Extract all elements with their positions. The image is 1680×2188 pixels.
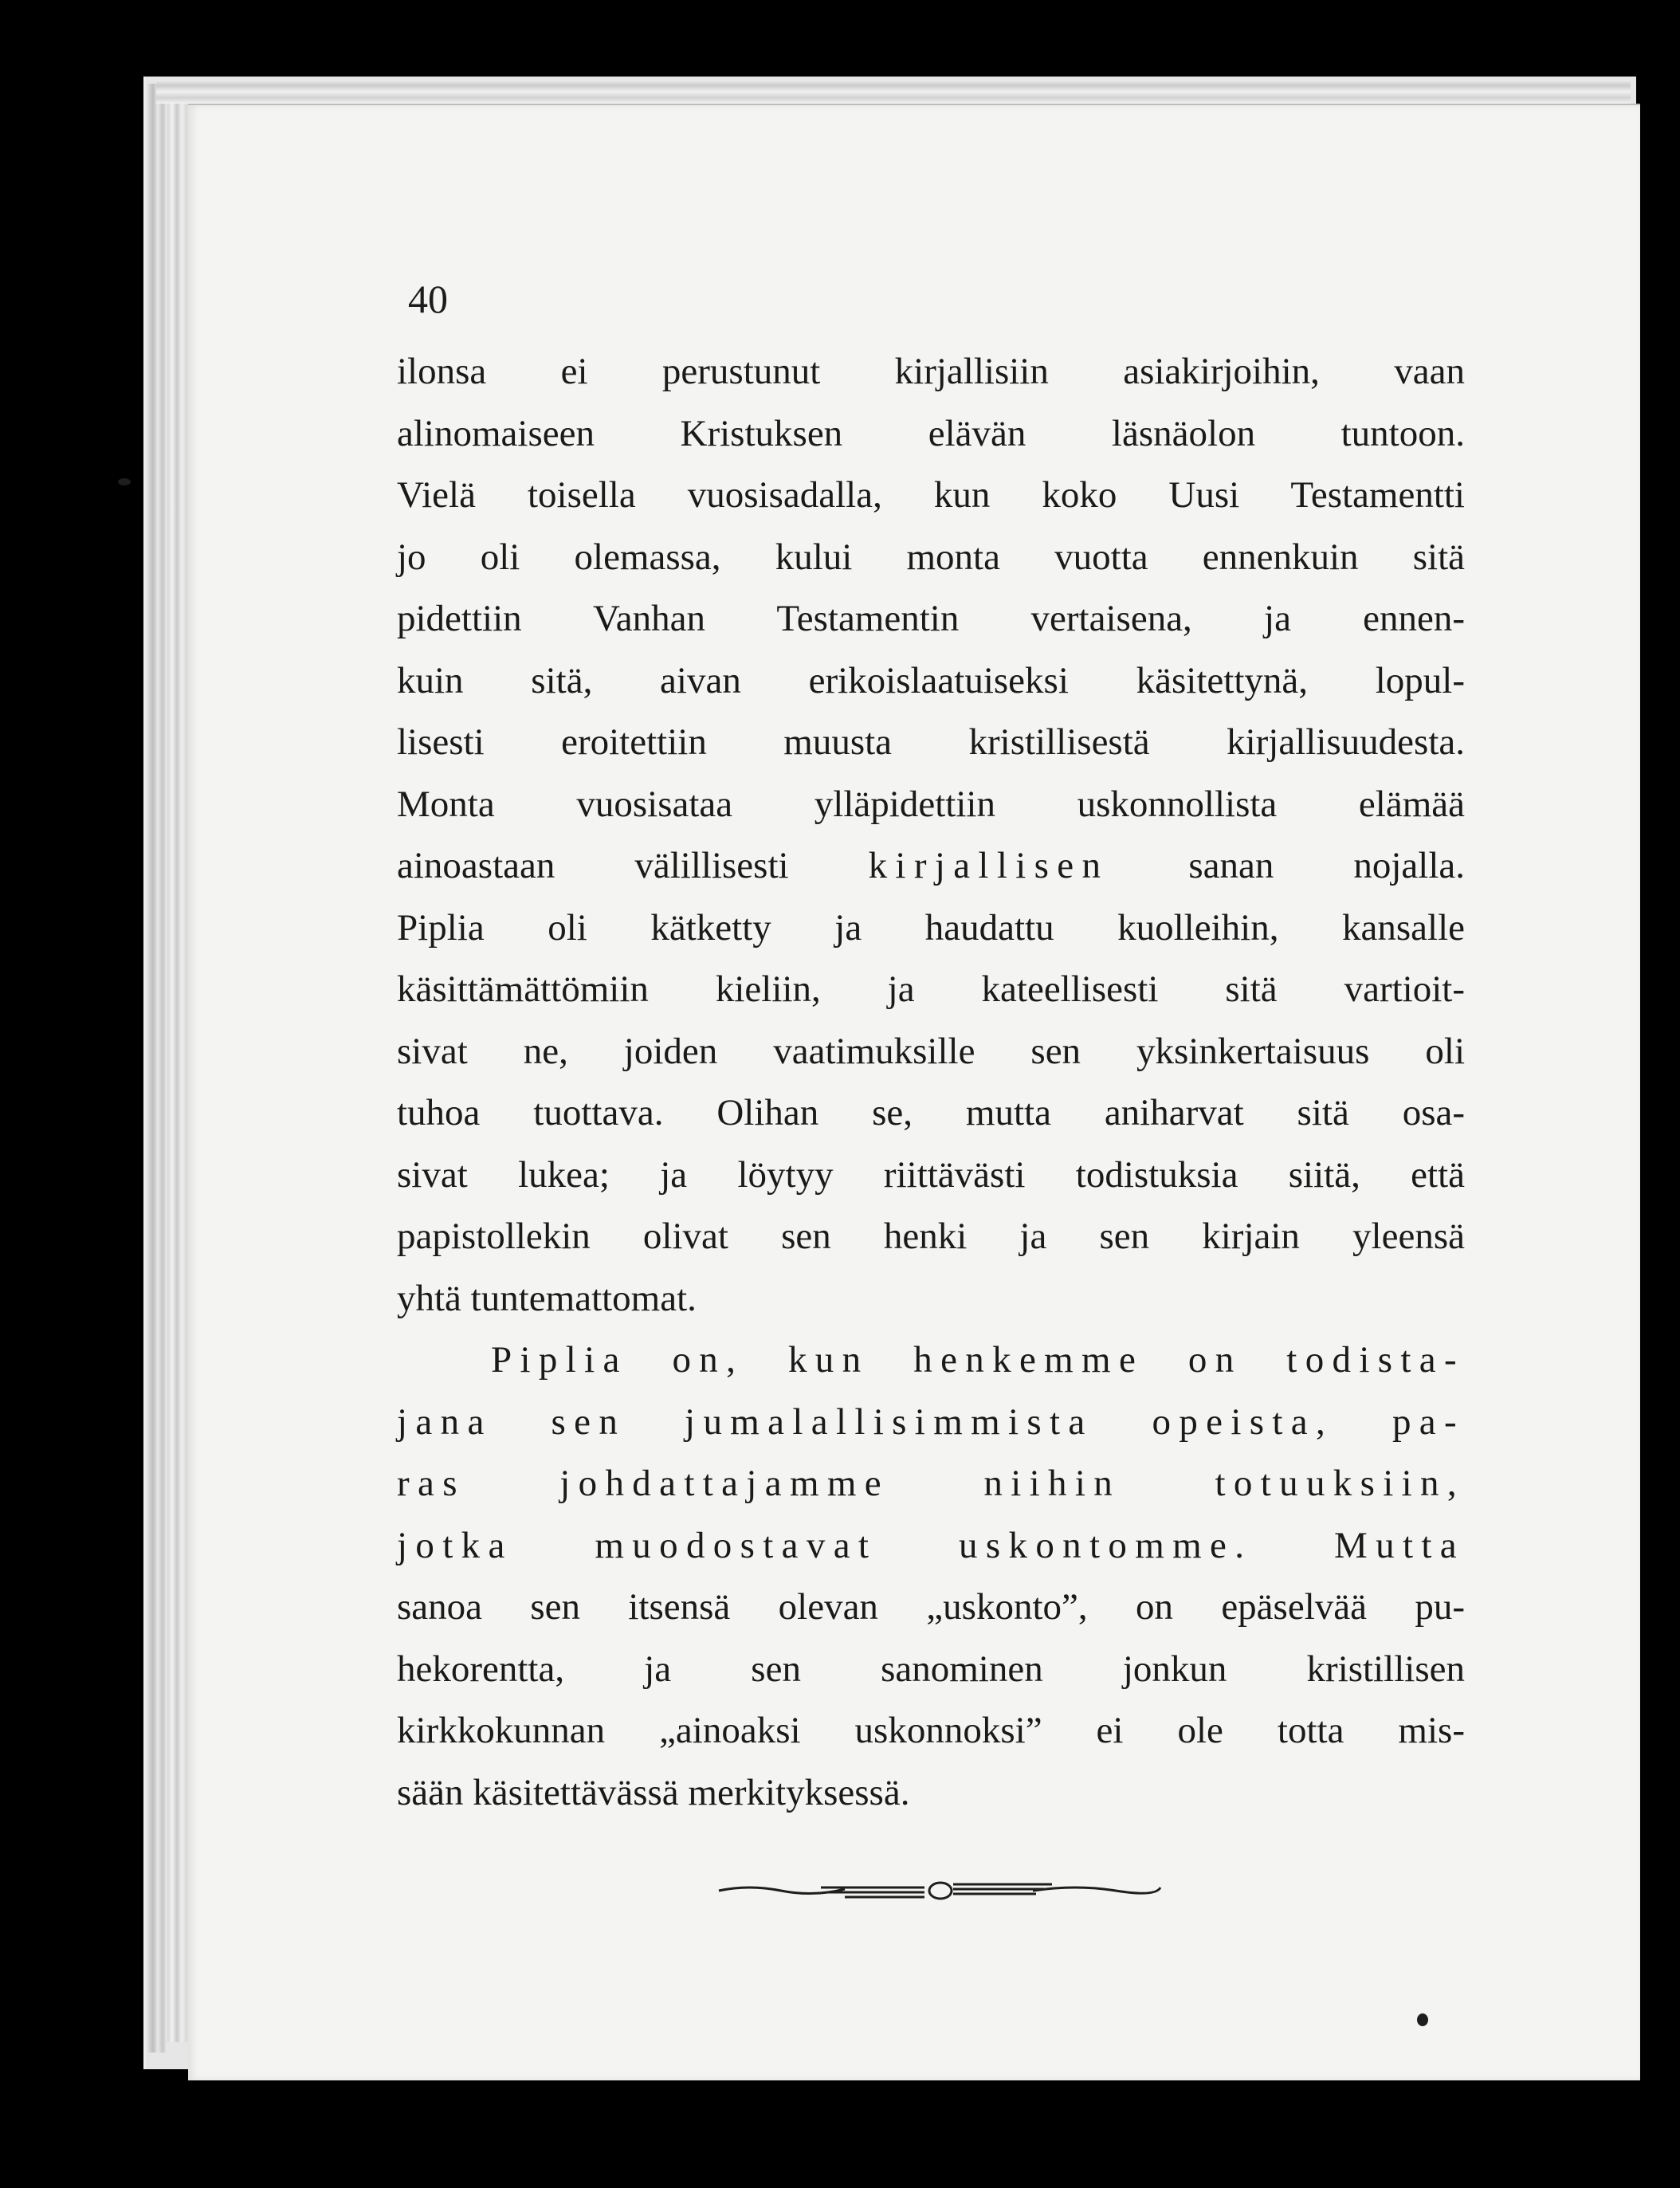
ornamental-divider-icon (717, 1873, 1164, 1905)
text-line: sivat lukea; ja löytyy riittävästi todistuksia siitä, että (397, 1153, 1465, 1196)
text-line: Monta vuosisataa ylläpidettiin uskonnollista elämää (397, 783, 1465, 825)
text-line: ilonsa ei perustunut kirjallisiin asiakirjoihin, vaan (397, 351, 1465, 392)
text-line: papistollekin olivat sen henki ja sen kirjain yleensä (397, 1216, 1465, 1257)
text-line: Piplia oli kätketty ja haudattu kuolleihin, kansalle (397, 906, 1465, 949)
text-line: Vielä toisella vuosisadalla, kun koko Uusi Testamentti (397, 474, 1465, 516)
text-line-spaced: jotka muodostavat uskontomme. Mutta (397, 1524, 1465, 1566)
paragraph-1 (397, 341, 1465, 1330)
text-line: sään käsitettävässä merkityksessä. (397, 1771, 910, 1813)
text-line: jo oli olemassa, kului monta vuotta ennenkuin sitä (397, 536, 1465, 578)
text-line: tuhoa tuottava. Olihan se, mutta aniharvat sitä osa- (397, 1092, 1465, 1133)
text-line-spaced: ras johdattajamme niihin totuuksiin, (397, 1463, 1465, 1504)
text-line-spaced (397, 835, 1465, 898)
text-line: sanoa sen itsensä olevan „uskonto”, on epäselvää pu- (397, 1586, 1465, 1628)
ink-speck (118, 478, 131, 485)
paragraph-2 (397, 1330, 1465, 1824)
ink-speck (1417, 2013, 1428, 2026)
text-segment: ainoastaan välillisesti (397, 845, 869, 886)
text-line: sivat ne, joiden vaatimuksille sen yksinkertaisuus oli (397, 1030, 1465, 1072)
emphasized-word: kirjallisen (868, 845, 1109, 886)
page-edges-top (156, 80, 1631, 104)
text-line: kuin sitä, aivan erikoislaatuiseksi käsitettynä, lopul- (397, 659, 1465, 701)
text-segment: sanan nojalla. (1109, 845, 1465, 886)
page-edges-left (148, 84, 167, 2052)
text-line: käsittämättömiin kieliin, ja kateellisesti sitä vartioit- (397, 968, 1465, 1010)
text-line: hekorentta, ja sen sanominen jonkun kristillisen (397, 1648, 1465, 1690)
text-line: lisesti eroitettiin muusta kristillisestä kirjallisuudesta. (397, 721, 1465, 763)
text-line: pidettiin Vanhan Testamentin vertaisena, ja ennen- (397, 598, 1465, 639)
body-text (397, 341, 1465, 1824)
text-line: yhtä tuntemattomat. (397, 1277, 697, 1319)
text-line-spaced: jana sen jumalallisimmista opeista, pa- (397, 1400, 1465, 1443)
text-line-spaced: Piplia on, kun henkemme on todista- (491, 1339, 1465, 1381)
text-line: kirkkokunnan „ainoaksi uskonnoksi” ei ole totta mis- (397, 1710, 1465, 1751)
page-number: 40 (408, 277, 448, 321)
text-line: alinomaiseen Kristuksen elävän läsnäolon tuntoon. (397, 412, 1465, 454)
